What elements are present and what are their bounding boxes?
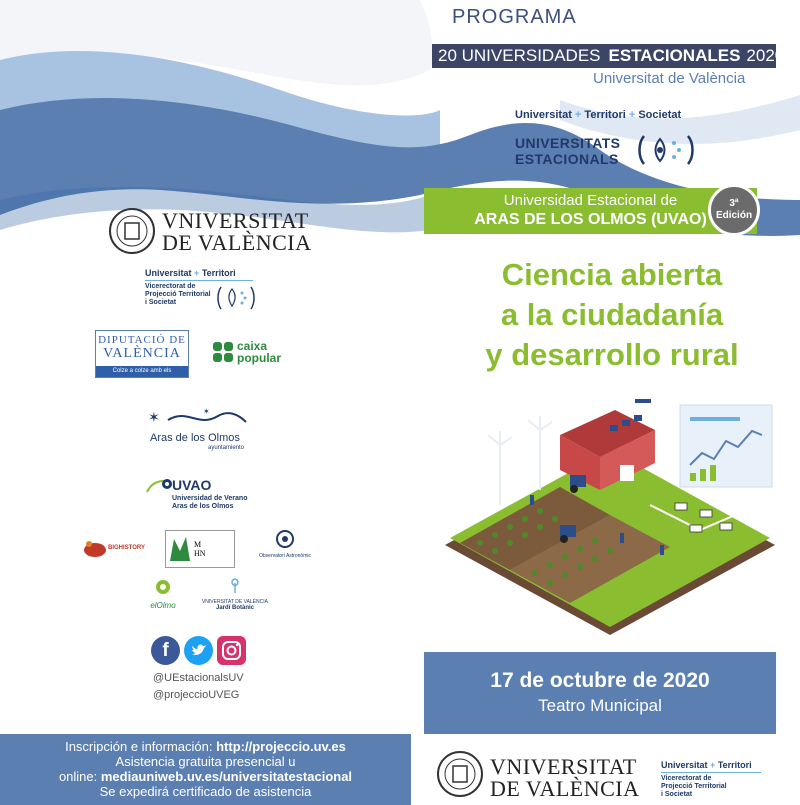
jardi-icon: [228, 578, 242, 594]
aras-stars-icon: [148, 408, 248, 430]
caixa-popular-icon: [212, 341, 234, 363]
ut-sub1: Vicerectorat de: [661, 775, 712, 782]
aras-ayuntamiento: ayuntamiento: [208, 445, 245, 451]
footer-line1: [0, 739, 411, 754]
social-handle-2[interactable]: @projeccioUVEG: [153, 689, 240, 701]
headline-line2: a la ciudadanía: [500, 297, 724, 332]
social-handle-1[interactable]: @UEstacionalsUV: [153, 672, 244, 684]
uv-wordmark-line2: DE VALÈNCIA: [490, 776, 640, 801]
program-university: Universitat de València: [593, 70, 746, 87]
event-venue: Teatro Municipal: [538, 696, 662, 715]
mhn-logo: [165, 530, 235, 568]
uv-seal-logo: [108, 207, 156, 255]
ut-sub2: Projecció Territorial: [145, 291, 211, 298]
headline-line3: y desarrollo rural: [485, 337, 739, 372]
ut-title-b: Territori: [201, 268, 236, 278]
program-banner: [432, 44, 785, 68]
bighistory-logo: [82, 538, 145, 558]
elolmo-logo: [145, 578, 181, 610]
headline: [424, 255, 800, 375]
elolmo-icon: [154, 578, 172, 596]
instagram-icon[interactable]: [217, 636, 246, 665]
uvao-sub2: Aras de los Olmos: [172, 503, 234, 510]
event-date: 17 de octubre de 2020: [490, 669, 710, 692]
observatori-icon: [275, 530, 295, 548]
headline-line1: Ciencia abierta: [501, 257, 723, 292]
footer-online-link[interactable]: mediauniweb.uv.es/universitatestacional: [100, 769, 353, 784]
tagline-universitat: Universitat: [515, 109, 572, 121]
caixa-line2: popular: [237, 351, 281, 365]
diputacio-line1: DIPUTACIÓ DE: [98, 334, 186, 346]
bighistory-icon: [82, 538, 108, 558]
ut-sub3: i Societat: [661, 791, 693, 798]
uv-seal-logo: [436, 750, 484, 798]
aras-name: Aras de los Olmos: [150, 432, 240, 444]
ut-sub2: Projecció Territorial: [661, 783, 727, 790]
caixa-line1: caixa: [237, 339, 268, 353]
footer-line4: Se expedirá certificado de asistencia: [99, 784, 312, 799]
ut-title-b: Territori: [717, 760, 752, 770]
brand-line1: UNIVERSITATS: [515, 135, 621, 151]
brand-universitats-estacionals: [515, 135, 620, 167]
svg-text:✶: ✶: [203, 408, 210, 416]
program-year: 2020: [746, 46, 785, 65]
uv-wordmark-top: [162, 210, 312, 254]
jardi-botanic-logo: [200, 578, 270, 611]
facebook-icon[interactable]: f: [151, 636, 180, 665]
ut-sub3: i Societat: [145, 299, 177, 306]
mhn-line2: HN: [194, 549, 206, 558]
seasonal-icon: [216, 285, 256, 311]
program-count: 20 UNIVERSIDADES: [438, 46, 601, 65]
date-band: [424, 652, 776, 734]
brand-line2: ESTACIONALS: [515, 151, 619, 167]
ut-title-a: Universitat: [661, 760, 708, 770]
event-band-line2: ARAS DE LOS OLMOS (UVAO): [474, 211, 707, 228]
uvao-icon: [145, 478, 173, 494]
elolmo-text: elOlmo: [150, 601, 176, 610]
event-band-line1: Universidad Estacional de: [503, 192, 678, 209]
footer-info-label: Inscripción e información:: [65, 739, 217, 754]
diputacio-tagline: Colze a colze amb els Ajuntaments: [96, 366, 188, 377]
footer-online-label: online:: [58, 769, 101, 784]
uvao-title: UVAO: [172, 477, 212, 493]
diputacio-logo: [95, 330, 189, 385]
caixa-popular-logo: [212, 340, 281, 364]
footer-line2: Asistencia gratuita presencial u: [115, 754, 296, 769]
bighistory-text: BIGHISTORY: [108, 545, 146, 551]
uvao-sub1: Universidad de Verano: [172, 495, 248, 502]
uv-wordmark-line2: DE VALÈNCIA: [162, 230, 312, 255]
tagline: [515, 109, 681, 121]
twitter-icon[interactable]: [184, 636, 213, 665]
mhn-line1: M: [194, 540, 202, 549]
uv-wordmark-bottom: [490, 756, 640, 800]
observatori-text: Observatori Astronòmic: [259, 553, 311, 559]
univ-territori-logo-bottom: Universitat + Territori Vicerectorat de Projecció Territorial i Societat: [661, 760, 771, 799]
edition-number: 3ª: [729, 198, 739, 209]
univ-territori-logo: Universitat + Territori Vicerectorat de Projecció Territorial i Societat: [145, 268, 265, 307]
svg-text:✶: ✶: [148, 410, 160, 426]
diputacio-line2: VALÈNCIA: [103, 346, 181, 361]
tagline-territori: Territori: [584, 109, 626, 121]
mhn-icon: [166, 533, 194, 565]
tagline-plus: +: [574, 109, 582, 121]
ut-title-a: Universitat: [145, 268, 192, 278]
jardi-line2: Jardí Botànic: [215, 605, 254, 611]
registration-footer: [0, 734, 411, 805]
smart-farm-illustration: [440, 395, 780, 645]
jardi-line1: VNIVERSITAT DE VALÈNCIA: [201, 599, 269, 605]
footer-line3: [0, 769, 411, 784]
observatori-logo: [255, 530, 315, 559]
program-label: PROGRAMA: [452, 6, 577, 28]
uvao-subtitle: [172, 495, 247, 511]
uv-wordmark-line1: VNIVERSITAT: [162, 208, 309, 233]
tagline-societat: Societat: [638, 109, 682, 121]
program-estacionales: ESTACIONALES: [608, 46, 741, 65]
brand-seasonal-icon: [636, 133, 696, 167]
ut-sub1: Vicerectorat de: [145, 283, 196, 290]
edition-badge: [708, 184, 760, 236]
uv-wordmark-line1: VNIVERSITAT: [490, 754, 637, 779]
social-icons: [151, 636, 246, 665]
edition-label: Edición: [715, 210, 753, 221]
footer-info-link[interactable]: http://projeccio.uv.es: [216, 739, 346, 754]
tagline-plus: +: [628, 109, 636, 121]
